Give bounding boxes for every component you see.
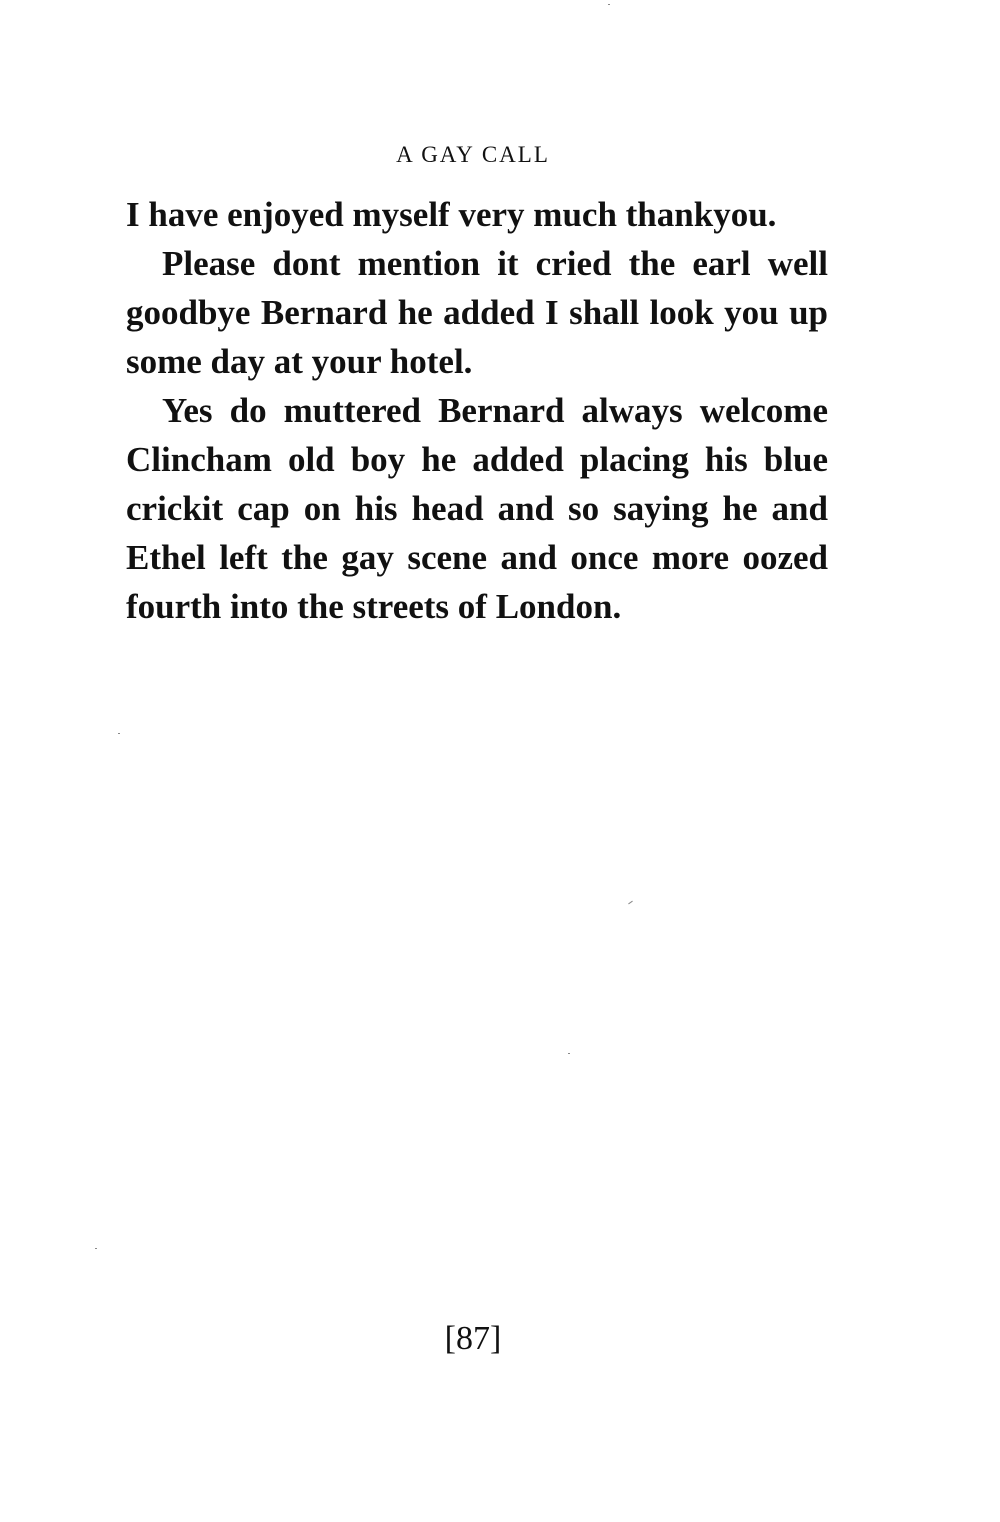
body-text — [126, 190, 828, 631]
running-head: A GAY CALL — [396, 142, 550, 167]
scan-speck — [568, 1053, 570, 1054]
page-number: [87] — [444, 1320, 502, 1357]
scan-speck — [628, 901, 633, 905]
paragraph: I have enjoyed myself very much thankyou. — [126, 195, 777, 234]
scan-speck — [608, 4, 610, 5]
scan-speck — [95, 1248, 97, 1249]
paragraph: Please dont mention it cried the earl well goodbye Bernard he added I shall look you up some day at your hotel. — [126, 244, 828, 381]
paragraph: Yes do muttered Bernard always welcome Clincham old boy he added placing his blue crickit cap on his head and so saying he and Ethel left the gay scene and once more oozed fourth into the streets of London. — [126, 391, 828, 626]
scan-speck — [118, 733, 120, 734]
